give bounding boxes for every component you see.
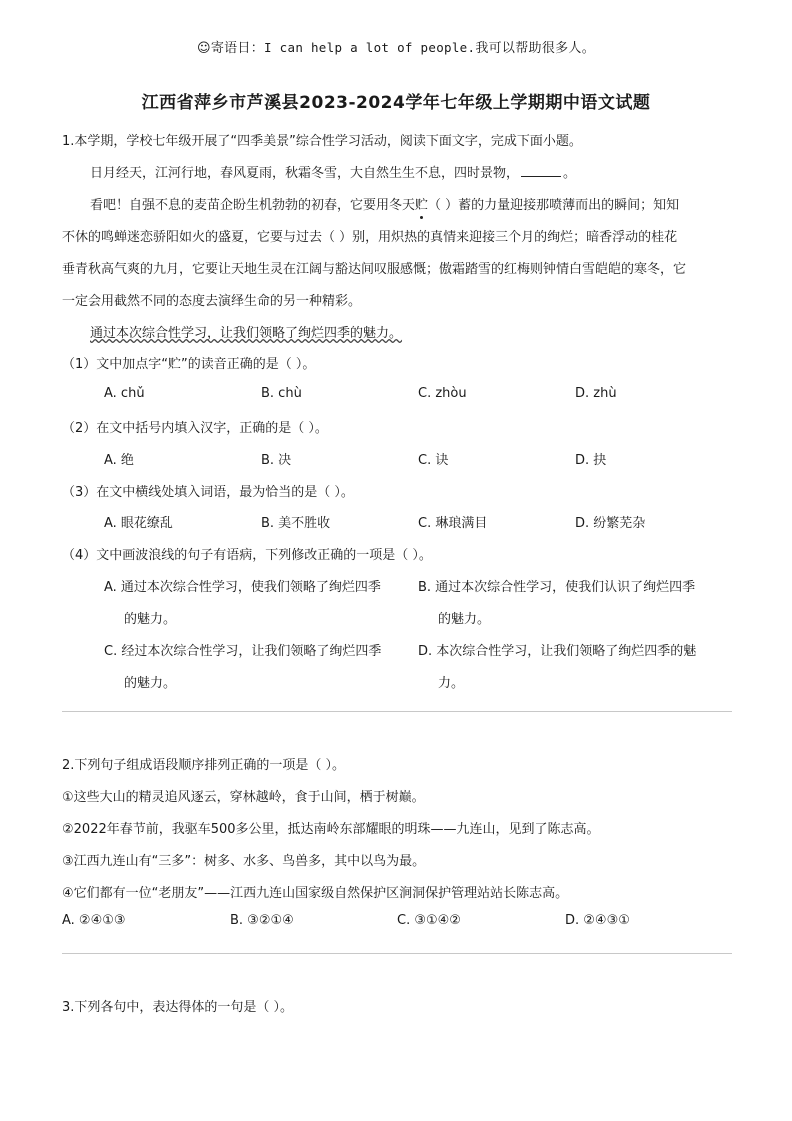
- q2-option-d[interactable]: D. ②④③①: [565, 913, 630, 928]
- q1-sub3-option-d[interactable]: D. 纷繁芜杂: [575, 516, 646, 531]
- divider-2: [62, 953, 732, 954]
- q1-sub1-option-b[interactable]: B. chù: [261, 386, 302, 401]
- q2-sentence-3: ③江西九连山有“三多”：树多、水多、鸟兽多，其中以鸟为最。: [62, 854, 426, 869]
- q2-option-b[interactable]: B. ③②①④: [230, 913, 294, 928]
- q1-sub3-question: （3）在文中横线处填入词语，最为恰当的是（ ）。: [62, 485, 354, 500]
- motto-english: I can help a lot of people.: [264, 40, 476, 55]
- q1-paragraph-1: [90, 162, 576, 181]
- q1-paragraph-2-line-4: 一定会用截然不同的态度去演绎生命的另一种精彩。: [62, 294, 362, 309]
- q1-sub1-option-a[interactable]: A. chǔ: [104, 386, 145, 401]
- q1-sub1-option-c[interactable]: C. zhòu: [418, 386, 467, 401]
- q1-sub4-option-c-cont: 的魅力。: [124, 676, 177, 691]
- q1-sub4-option-d[interactable]: D. 本次综合性学习，让我们领略了绚烂四季的魅: [418, 644, 697, 659]
- q2-sentence-4: ④它们都有一位“老朋友”——江西九连山国家级自然保护区涧洞保护管理站站长陈志高。: [62, 886, 569, 901]
- q1-sub3-option-a[interactable]: A. 眼花缭乱: [104, 516, 173, 531]
- q1-sub2-question: （2）在文中括号内填入汉字，正确的是（ ）。: [62, 421, 328, 436]
- q1-sub2-option-c[interactable]: C. 诀: [418, 453, 449, 468]
- q1-sub2-option-b[interactable]: B. 决: [261, 453, 292, 468]
- exam-title: 江西省萍乡市芦溪县2023-2024学年七年级上学期期中语文试题: [141, 93, 651, 113]
- q1-stem: 1.本学期，学校七年级开展了“四季美景”综合性学习活动，阅读下面文字，完成下面小题。: [62, 134, 582, 149]
- q1-paragraph-2-line-2: 不休的鸣蝉迷恋骄阳如火的盛夏，它要与过去（ ）别，用炽热的真情来迎接三个月的绚烂；暗香浮动的桂花: [62, 230, 678, 245]
- q2-sentence-2: ②2022年春节前，我驱车500多公里，抵达南岭东部耀眼的明珠——九连山，见到了陈志高。: [62, 822, 600, 837]
- q1-sub2-option-d[interactable]: D. 抉: [575, 453, 607, 468]
- q2-sentence-1: ①这些大山的精灵追风逐云，穿林越岭，食于山间，栖于树巅。: [62, 790, 425, 805]
- motto-prefix: ☺寄语日：: [196, 41, 265, 56]
- q1-para1-end: 。: [563, 166, 577, 181]
- q1-paragraph-2-line-1: [90, 194, 679, 213]
- q1-sub1-option-d[interactable]: D. zhù: [575, 386, 617, 401]
- q1-para2-line1-b: （ ）蓄的力量迎接那喷薄而出的瞬间；知知: [428, 198, 680, 213]
- q1-sub1-question: （1）文中加点字“贮”的读音正确的是（ ）。: [62, 357, 316, 372]
- q1-sub3-option-b[interactable]: B. 美不胜收: [261, 516, 331, 531]
- q2-stem: 2.下列句子组成语段顺序排列正确的一项是（ ）。: [62, 758, 346, 773]
- q1-sub3-option-c[interactable]: C. 琳琅满目: [418, 516, 488, 531]
- q1-sub2-option-a[interactable]: A. 绝: [104, 453, 134, 468]
- q1-sub4-option-b-cont: 的魅力。: [438, 612, 491, 627]
- q3-stem: 3.下列各句中，表达得体的一句是（ ）。: [62, 1000, 294, 1015]
- q1-sub4-option-d-cont: 力。: [438, 676, 465, 691]
- q1-sub4-option-a-cont: 的魅力。: [124, 612, 177, 627]
- q1-fill-blank: [521, 164, 561, 177]
- q1-wavy-sentence: 通过本次综合性学习，让我们领略了绚烂四季的魅力。: [90, 326, 403, 341]
- q1-paragraph-2-line-3: 垂青秋高气爽的九月，它要让天地生灵在江阔与豁达间叹服感慨；傲霜踏雪的红梅则钟情白雪皑皑的寒冬，它: [62, 262, 687, 277]
- q1-para2-line1-a: 看吧！自强不息的麦苗企盼生机勃勃的初春，它要用冬天: [90, 198, 416, 213]
- q1-para1-text: 日月经天，江河行地，春风夏雨，秋霜冬雪，大自然生生不息，四时景物，: [90, 166, 520, 181]
- motto-chinese: 我可以帮助很多人。: [475, 41, 596, 56]
- page-header-motto: [0, 37, 792, 56]
- q2-option-c[interactable]: C. ③①④②: [397, 913, 461, 928]
- q1-sub4-question: （4）文中画波浪线的句子有语病，下列修改正确的一项是（ ）。: [62, 548, 432, 563]
- q1-sub4-option-a[interactable]: A. 通过本次综合性学习，使我们领略了绚烂四季: [104, 580, 381, 595]
- divider-1: [62, 711, 732, 712]
- q2-option-a[interactable]: A. ②④①③: [62, 913, 126, 928]
- q1-sub4-option-c[interactable]: C. 经过本次综合性学习，让我们领略了绚烂四季: [104, 644, 382, 659]
- q1-sub4-option-b[interactable]: B. 通过本次综合性学习，使我们认识了绚烂四季: [418, 580, 696, 595]
- dotted-char-zhu: 贮: [415, 198, 429, 213]
